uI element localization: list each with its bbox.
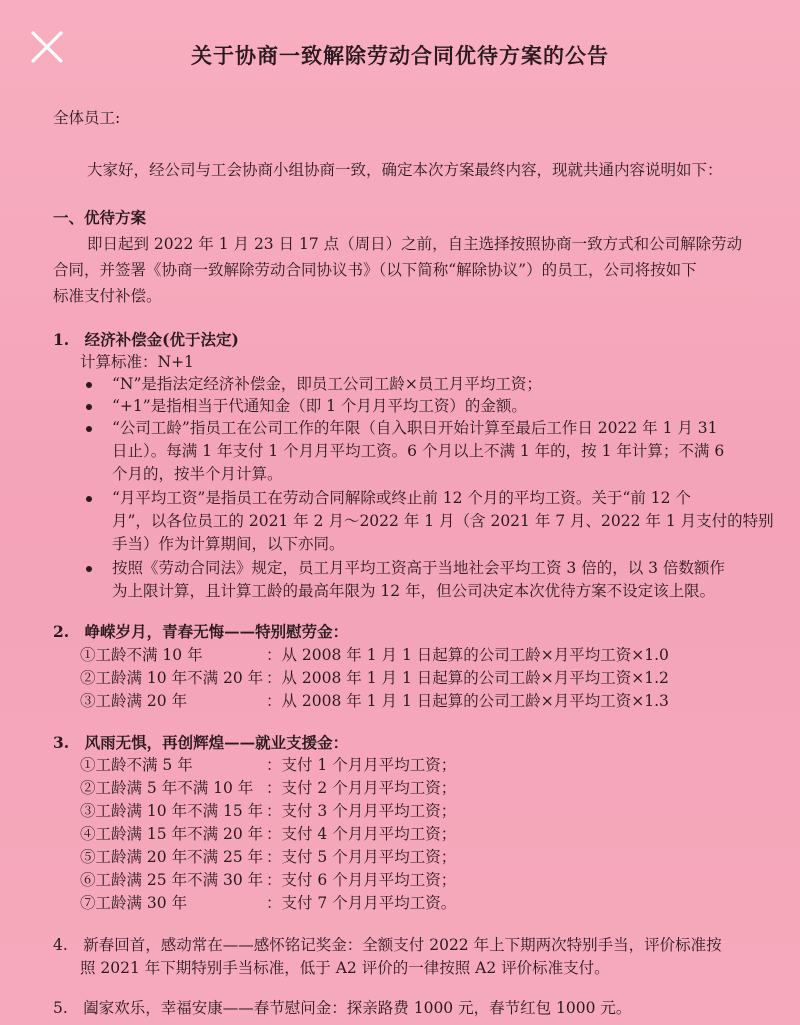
item1-bullet-line: “公司工龄”指员工在公司工作的年限（自入职日开始计算至最后工作日 2022 年 1 月 31 [112,419,718,437]
item3-value: ：支付 7 个月月平均工资。 [266,894,457,912]
section1-para-line: 即日起到 2022 年 1 月 23 日 17 点（周日）之前，自主选择按照协商一致方式和公司解除劳动 [87,235,743,253]
item3-condition: ⑦工龄满 30 年 [80,894,188,912]
notice-title: 关于协商一致解除劳动合同优待方案的公告 [191,43,609,68]
item1-bullet-line: “N”是指法定经济补偿金，即员工公司工龄×员工月平均工资； [112,375,542,393]
item1-bullet-line: 手当）作为计算期间，以下亦同。 [112,535,345,553]
item3-value: ：支付 4 个月月平均工资； [266,825,457,843]
item3-condition: ①工龄不满 5 年 [80,756,193,774]
item5-line: 5. 阖家欢乐，幸福安康——春节慰问金：探亲路费 1000 元，春节红包 1000 元。 [53,999,632,1017]
item3-condition: ⑥工龄满 25 年不满 30 年 [80,871,264,889]
item3-condition: ②工龄满 5 年不满 10 年 [80,779,254,797]
section1-para-line: 合同，并签署《协商一致解除劳动合同协议书》（以下简称“解除协议”）的员工，公司将按如下 [53,261,697,279]
item4-line: 4. 新春回首，感动常在——感怀铭记奖金：全额支付 2022 年上下期两次特别手当，评价标准按 [53,936,722,954]
item3-heading: 3. 风雨无惧，再创辉煌——就业支援金： [53,733,349,752]
item2-condition: ②工龄满 10 年不满 20 年 [80,669,264,687]
bullet-dot [86,566,92,572]
item3-value: ：支付 2 个月月平均工资； [266,779,457,797]
item3-value: ：支付 3 个月月平均工资； [266,802,457,820]
bullet-dot [86,404,92,410]
item1-bullet-line: “+1”是指相当于代通知金（即 1 个月月平均工资）的金额。 [112,397,527,415]
item1-bullet-line: 按照《劳动合同法》规定，员工月平均工资高于当地社会平均工资 3 倍的，以 3 倍数额作 [112,559,725,577]
item3-value: ：支付 6 个月月平均工资； [266,871,457,889]
section1-para-line: 标准支付补偿。 [53,287,162,305]
item1-bullet-line: 为上限计算，且计算工龄的最高年限为 12 年，但公司决定本次优待方案不设定该上限。 [112,582,716,600]
section1-heading: 一、优待方案 [53,208,147,227]
bullet-dot [86,426,92,432]
item2-value: ：从 2008 年 1 月 1 日起算的公司工龄×月平均工资×1.2 [266,669,669,687]
item1-heading: 1. 经济补偿金(优于法定) [53,330,239,349]
bullet-dot [86,382,92,388]
item3-condition: ⑤工龄满 20 年不满 25 年 [80,848,264,866]
item3-condition: ④工龄满 15 年不满 20 年 [80,825,264,843]
item1-bullet-line: 月”，以各位员工的 2021 年 2 月～2022 年 1 月（含 2021 年 7 月、2022 年 1 月支付的特别 [112,512,774,530]
item2-value: ：从 2008 年 1 月 1 日起算的公司工龄×月平均工资×1.0 [266,646,669,664]
bullet-dot [86,496,92,502]
item1-bullet-line: 个月的，按半个月计算。 [112,465,283,483]
item3-value: ：支付 1 个月月平均工资； [266,756,457,774]
item1-standard: 计算标准：N+1 [80,353,194,371]
item2-heading: 2. 峥嵘岁月，青春无悔——特别慰劳金： [53,622,349,641]
item2-condition: ①工龄不满 10 年 [80,646,203,664]
item1-bullet-line: “月平均工资”是指员工在劳动合同解除或终止前 12 个月的平均工资。关于“前 12 个 [112,489,691,507]
item3-value: ：支付 5 个月月平均工资； [266,848,457,866]
intro-paragraph: 大家好，经公司与工会协商小组协商一致，确定本次方案最终内容，现就共通内容说明如下： [87,161,723,179]
item2-condition: ③工龄满 20 年 [80,692,188,710]
item2-value: ：从 2008 年 1 月 1 日起算的公司工龄×月平均工资×1.3 [266,692,669,710]
item1-bullet-line: 日止）。每满 1 年支付 1 个月月平均工资。6 个月以上不满 1 年的，按 1 年计算；不满 6 [112,442,725,460]
salutation: 全体员工: [53,109,121,127]
item3-condition: ③工龄满 10 年不满 15 年 [80,802,264,820]
item4-line: 照 2021 年下期特别手当标准，低于 A2 评价的一律按照 A2 评价标准支付。 [80,959,610,977]
